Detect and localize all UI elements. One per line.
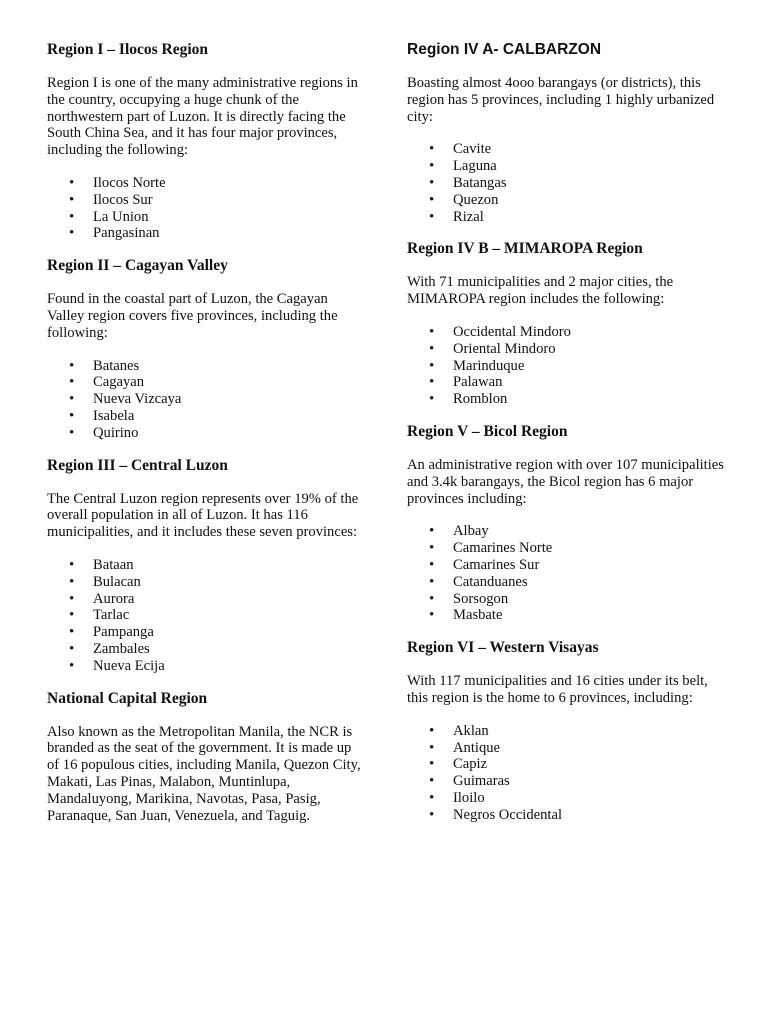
section-ncr xyxy=(47,689,365,825)
list-item: • Aurora xyxy=(93,591,365,608)
list-item: • La Union xyxy=(93,209,365,226)
list-item: • Romblon xyxy=(453,391,725,408)
province-list xyxy=(407,723,725,824)
list-item: • Zambales xyxy=(93,641,365,658)
list-item: • Camarines Sur xyxy=(453,557,725,574)
right-column xyxy=(407,40,725,838)
list-item: • Pangasinan xyxy=(93,225,365,242)
section-text: Boasting almost 4ooo barangays (or districts), this region has 5 provinces, including 1 highly urbanized city: xyxy=(407,75,715,125)
list-item: • Negros Occidental xyxy=(453,807,725,824)
list-item: • Masbate xyxy=(453,607,725,624)
list-item: • Antique xyxy=(453,740,725,757)
list-item: • Isabela xyxy=(93,408,365,425)
list-item: • Sorsogon xyxy=(453,591,725,608)
section-region-2 xyxy=(47,256,365,441)
province-list xyxy=(47,175,365,242)
list-item: • Ilocos Sur xyxy=(93,192,365,209)
section-heading: Region III – Central Luzon xyxy=(47,456,228,474)
section-region-4b xyxy=(407,239,725,408)
section-heading: Region I – Ilocos Region xyxy=(47,41,209,58)
list-item: • Aklan xyxy=(453,723,725,740)
list-item: • Rizal xyxy=(453,209,725,226)
section-text: Region I is one of the many administrative regions in the country, occupying a huge chunk of the northwestern part of Luzon. It is directly facing the South China Sea, and it has four major provinces, including the following: xyxy=(47,75,358,159)
section-heading: Region V – Bicol Region xyxy=(407,422,568,440)
list-item: • Camarines Norte xyxy=(453,540,725,557)
section-region-5 xyxy=(407,422,725,624)
list-item: • Bataan xyxy=(93,557,365,574)
list-item: • Nueva Vizcaya xyxy=(93,391,365,408)
section-heading: Region IV B – MIMAROPA Region xyxy=(407,240,643,258)
section-region-4a xyxy=(407,40,725,225)
list-item: • Quezon xyxy=(453,192,725,209)
list-item: • Quirino xyxy=(93,425,365,442)
list-item: • Cagayan xyxy=(93,374,365,391)
section-region-3 xyxy=(47,456,365,675)
list-item: • Batangas xyxy=(453,175,725,192)
province-list xyxy=(407,523,725,624)
list-item: • Capiz xyxy=(453,756,725,773)
section-text: The Central Luzon region represents over 19% of the overall population in all of Luzon. It has 116 municipalities, and it includes these seven provinces: xyxy=(47,490,359,541)
list-item: • Oriental Mindoro xyxy=(453,341,725,358)
section-heading: Region VI – Western Visayas xyxy=(407,639,599,657)
section-text: With 117 municipalities and 16 cities under its belt, this region is the home to 6 provinces, including: xyxy=(407,673,708,706)
list-item: • Pampanga xyxy=(93,624,365,641)
list-item: • Occidental Mindoro xyxy=(453,324,725,341)
list-item: • Catanduanes xyxy=(453,574,725,591)
list-item: • Bulacan xyxy=(93,574,365,591)
left-column xyxy=(47,40,365,840)
province-list xyxy=(407,141,725,225)
list-item: • Marinduque xyxy=(453,358,725,375)
section-text: Found in the coastal part of Luzon, the Cagayan Valley region covers five provinces, including the following: xyxy=(47,291,338,341)
list-item: • Cavite xyxy=(453,141,725,158)
section-region-1 xyxy=(47,40,365,242)
section-text: An administrative region with over 107 municipalities and 3.4k barangays, the Bicol region has 6 major provinces including: xyxy=(407,456,724,507)
list-item: • Ilocos Norte xyxy=(93,175,365,192)
section-heading: Region II – Cagayan Valley xyxy=(47,257,228,275)
province-list xyxy=(47,358,365,442)
list-item: • Tarlac xyxy=(93,607,365,624)
province-list xyxy=(407,324,725,408)
list-item: • Iloilo xyxy=(453,790,725,807)
list-item: • Laguna xyxy=(453,158,725,175)
section-heading: Region IV A- CALBARZON xyxy=(407,41,602,58)
province-list xyxy=(47,557,365,675)
section-text: With 71 municipalities and 2 major cities, the MIMAROPA region includes the following: xyxy=(407,274,674,308)
section-heading: National Capital Region xyxy=(47,689,208,707)
list-item: • Nueva Ecija xyxy=(93,658,365,675)
section-text: Also known as the Metropolitan Manila, the NCR is branded as the seat of the government. It is made up of 16 populous cities, including Manila, Quezon City, Makati, Las Pinas, Malabon, Muntinlupa, Mandaluyong, Marikina, Navotas, Pasa, Pasig, Paranaque, San Juan, Venezuela, and Taguig. xyxy=(47,723,361,824)
list-item: • Guimaras xyxy=(453,773,725,790)
list-item: • Palawan xyxy=(453,374,725,391)
section-region-6 xyxy=(407,638,725,823)
list-item: • Albay xyxy=(453,523,725,540)
list-item: • Batanes xyxy=(93,358,365,375)
